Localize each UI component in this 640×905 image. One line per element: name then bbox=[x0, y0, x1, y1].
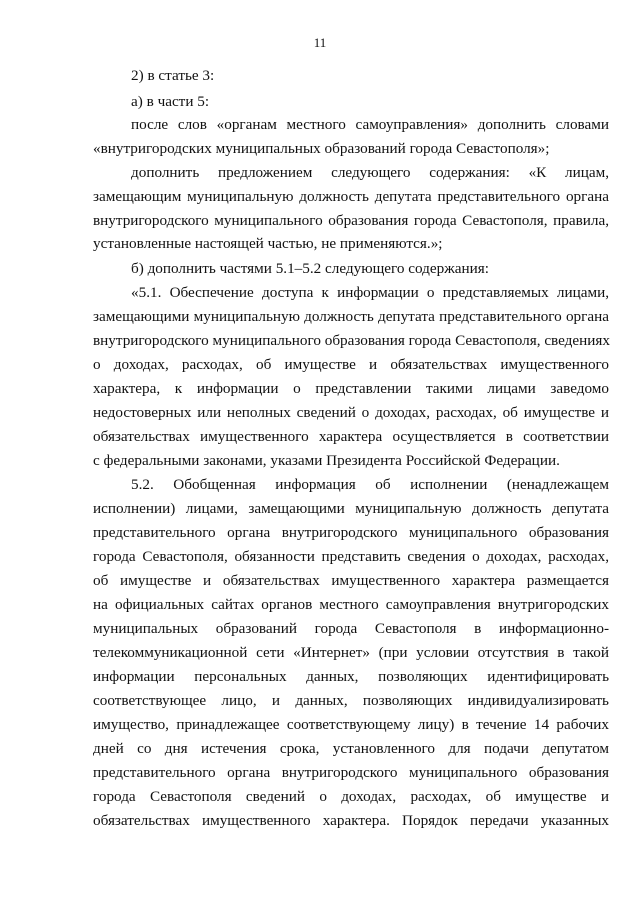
text-line: представительного органа внутригородского муниципального образования bbox=[93, 524, 609, 541]
text-line: обязательствах имущественного характера. Порядок передачи указанных bbox=[93, 812, 609, 829]
text-line: соответствующее лицо, и данных, позволяющих индивидуализировать bbox=[93, 692, 609, 709]
text-line: замещающим муниципальную должность депутата представительного органа bbox=[93, 188, 609, 205]
text-line: города Севастополя, обязанности представить сведения о доходах, расходах, bbox=[93, 548, 609, 565]
text-line: «5.1. Обеспечение доступа к информации о представляемых лицами, bbox=[131, 284, 609, 301]
text-line: недостоверных или неполных сведений о доходах, расходах, об имуществе и bbox=[93, 404, 609, 421]
text-line: внутригородского муниципального образования города Севастополя, сведениях bbox=[93, 332, 610, 349]
text-line: 2) в статье 3: bbox=[131, 67, 215, 84]
text-line: с федеральными законами, указами Президента Российской Федерации. bbox=[93, 452, 560, 469]
text-line: 5.2. Обобщенная информация об исполнении (ненадлежащем bbox=[131, 476, 609, 493]
text-line: об имуществе и обязательствах имущественного характера размещается bbox=[93, 572, 609, 589]
text-line: дополнить предложением следующего содержания: «К лицам, bbox=[131, 164, 609, 181]
text-line: имущество, принадлежащее соответствующему лицу) в течение 14 рабочих bbox=[93, 716, 609, 733]
text-line: дней со дня истечения срока, установленного для подачи депутатом bbox=[93, 740, 609, 757]
text-line: информации персональных данных, позволяющих идентифицировать bbox=[93, 668, 609, 685]
text-line: о доходах, расходах, об имуществе и обязательствах имущественного bbox=[93, 356, 609, 373]
text-line: исполнении) лицами, замещающими муниципальную должность депутата bbox=[93, 500, 609, 517]
text-line: обязательствах имущественного характера осуществляется в соответствии bbox=[93, 428, 609, 445]
text-line: муниципальных образований города Севастополя в информационно- bbox=[93, 620, 609, 637]
text-line: б) дополнить частями 5.1–5.2 следующего содержания: bbox=[131, 260, 489, 277]
text-line: внутригородского муниципального образования города Севастополя, правила, bbox=[93, 212, 609, 229]
text-line: телекоммуникационной сети «Интернет» (при условии отсутствия в такой bbox=[93, 644, 609, 661]
text-line: замещающими муниципальную должность депутата представительного органа bbox=[93, 308, 609, 325]
text-line: «внутригородских муниципальных образований города Севастополя»; bbox=[93, 140, 550, 157]
text-line: города Севастополя сведений о доходах, расходах, об имуществе и bbox=[93, 788, 609, 805]
page-number: 11 bbox=[313, 35, 327, 50]
text-line: установленные настоящей частью, не применяются.»; bbox=[93, 235, 443, 252]
text-line: а) в части 5: bbox=[131, 93, 210, 110]
text-line: представительного органа внутригородского муниципального образования bbox=[93, 764, 609, 781]
text-line: характера, к информации о представлении такими лицами заведомо bbox=[93, 380, 609, 397]
text-line: на официальных сайтах органов местного самоуправления внутригородских bbox=[93, 596, 609, 613]
text-line: после слов «органам местного самоуправления» дополнить словами bbox=[131, 116, 609, 133]
